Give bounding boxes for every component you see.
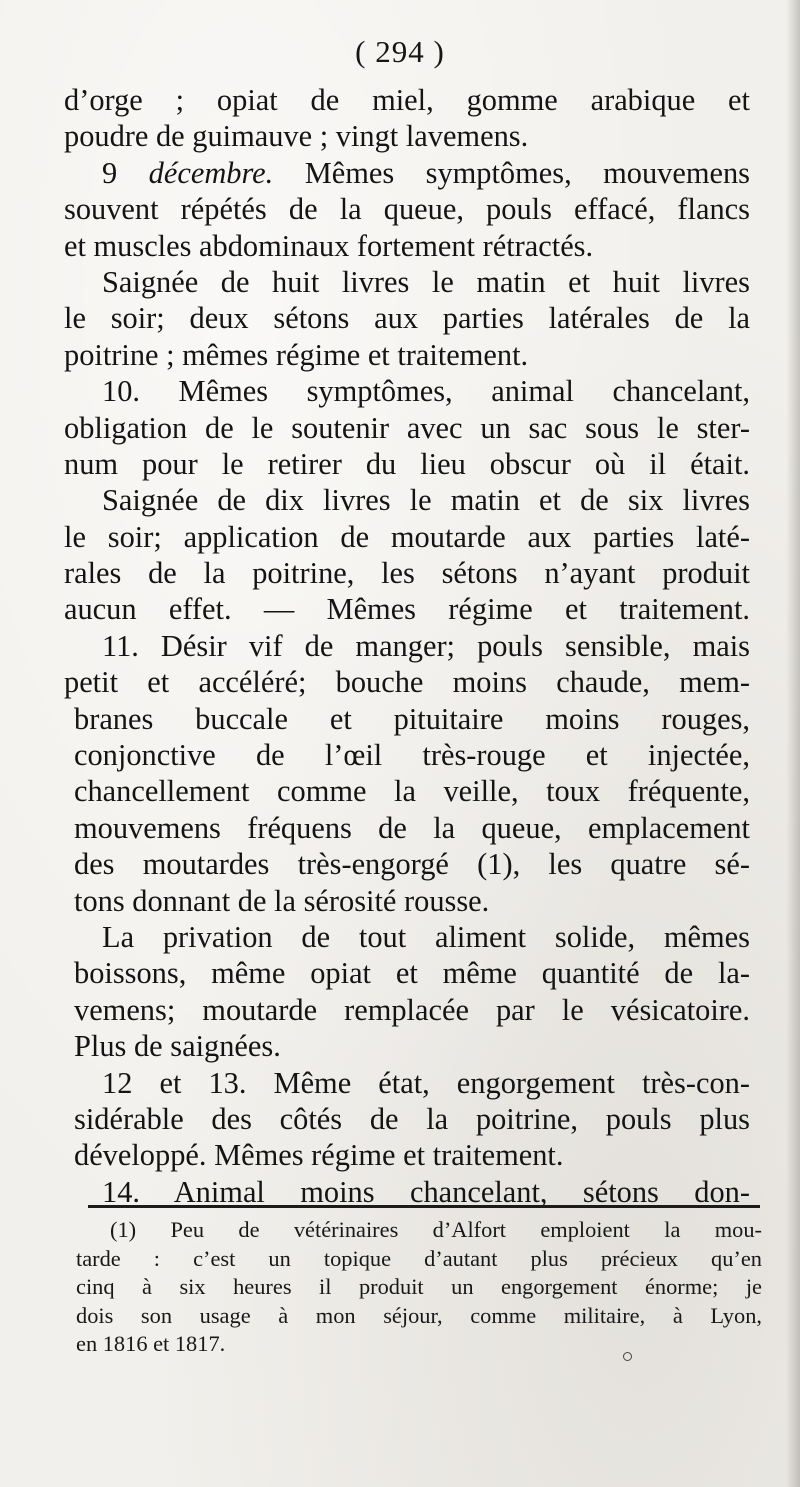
text-line: mouvemens fréquens de la queue, emplacement [74,810,750,845]
page-edge-shadow [786,0,800,1487]
text-line: aucun effet. — Mêmes régime et traitement. [64,592,750,627]
footnote-rule [88,1205,760,1208]
text-line: rales de la poitrine, les sétons n’ayant produit [64,556,750,591]
text-line: vemens; moutarde remplacée par le vésicatoire. [74,992,750,1027]
text-line: souvent répétés de la queue, pouls effacé, flancs [64,192,750,227]
text-line: d’orge ; opiat de miel, gomme arabique et [64,83,750,117]
footnote-line: (1) Peu de vétérinaires d’Alfort emploient la mou- [110,1217,762,1242]
text-line: tons donnant de la sérosité rousse. [74,883,490,918]
text-line: 11. Désir vif de manger; pouls sensible, mais [102,628,750,663]
text-line: développé. Mêmes régime et traitement. [74,1138,564,1173]
text-line: 14. Animal moins chancelant, sétons don- [102,1174,750,1209]
text-line: des moutardes très-engorgé (1), les quatre sé- [74,847,750,882]
text-line: chancellement comme la veille, toux fréquente, [74,774,750,809]
text-line: 12 et 13. Même état, engorgement très-con- [102,1065,750,1100]
text-line: Saignée de huit livres le matin et huit livres [102,264,750,299]
text-line: et muscles abdominaux fortement rétractés. [64,228,594,263]
page-number: ( 294 ) [355,34,445,69]
text-line: sidérable des côtés de la poitrine, pouls plus [74,1101,750,1136]
text-line: petit et accéléré; bouche moins chaude, mem- [64,665,750,700]
date-month: décembre. [148,155,274,190]
footnote-line: cinq à six heures il produit un engorgement énorme; je [76,1274,762,1300]
text-line: num pour le retirer du lieu obscur où il était. [64,446,750,481]
text-line: le soir; application de moutarde aux parties laté- [64,519,750,554]
text-line: Plus de saignées. [74,1029,281,1064]
text-line: poitrine ; mêmes régime et traitement. [64,337,529,372]
footnote-line: en 1816 et 1817. [76,1331,226,1357]
text-line: branes buccale et pituitaire moins rouges, [74,701,750,736]
text-line: boissons, même opiat et même quantité de la- [74,956,750,991]
text-line-dated [64,155,750,191]
footnote-line: dois son usage à mon séjour, comme militaire, à Lyon, [76,1302,762,1328]
text-line: Saignée de dix livres le matin et de six livres [102,483,750,518]
text-line: poudre de guimauve ; vingt lavemens. [64,119,529,154]
paper-speck-mark [623,1352,632,1361]
text-line: conjonctive de l’œil très-rouge et injectée, [74,738,750,773]
body-text [64,82,750,1210]
text-line: obligation de le soutenir avec un sac sous le ster- [64,410,750,445]
footnote [76,1216,762,1359]
text-line-rest: Mêmes symptômes, mouvemens [304,155,750,190]
text-line: 10. Mêmes symptômes, animal chancelant, [102,374,750,409]
footnote-line: tarde : c’est un topique d’autant plus précieux qu’en [76,1245,762,1271]
text-line: La privation de tout aliment solide, mêmes [102,919,750,954]
date-day: 9 [102,155,118,190]
text-line: le soir; deux sétons aux parties latérales de la [64,301,750,336]
